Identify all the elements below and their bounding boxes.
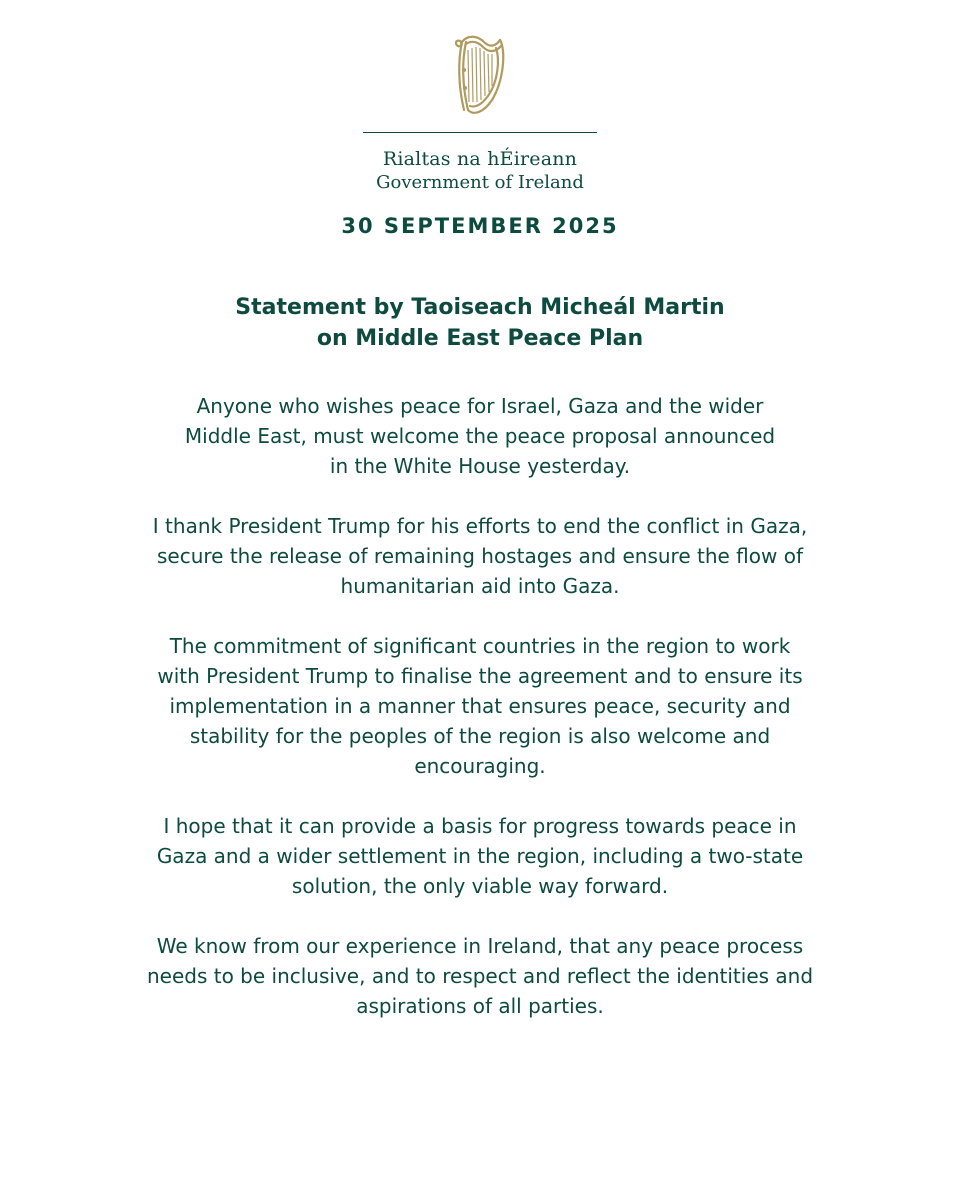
paragraph-line: Middle East, must welcome the peace proposal announced [184, 424, 776, 448]
paragraph-line: stability for the peoples of the region is also welcome and [189, 724, 771, 748]
paragraph-line: secure the release of remaining hostages and ensure the flow of [156, 544, 803, 568]
paragraph-line: needs to be inclusive, and to respect and reflect the identities and [146, 964, 814, 988]
government-header [0, 30, 960, 195]
paragraph-line: I hope that it can provide a basis for progress towards peace in [163, 814, 797, 838]
harp-emblem-icon [448, 30, 512, 120]
paragraph-line: implementation in a manner that ensures peace, security and [169, 694, 791, 718]
statement-date: 30 SEPTEMBER 2025 [341, 214, 619, 238]
paragraph [80, 811, 880, 901]
paragraph-line: The commitment of significant countries in the region to work [169, 634, 791, 658]
paragraph-line: I thank President Trump for his efforts to end the conflict in Gaza, [152, 514, 808, 538]
header-divider [363, 132, 597, 133]
paragraph [80, 631, 880, 781]
statement-body [80, 391, 880, 1051]
paragraph-line: Anyone who wishes peace for Israel, Gaza and the wider [196, 394, 764, 418]
statement-title [0, 292, 960, 354]
paragraph-line: with President Trump to finalise the agreement and to ensure its [157, 664, 803, 688]
government-name-irish: Rialtas na hÉireann [382, 148, 578, 170]
paragraph [80, 511, 880, 601]
paragraph-line: aspirations of all parties. [356, 994, 604, 1018]
paragraph [80, 931, 880, 1021]
title-line: on Middle East Peace Plan [316, 326, 644, 351]
title-line: Statement by Taoiseach Micheál Martin [235, 295, 725, 320]
paragraph-line: encouraging. [414, 754, 546, 778]
paragraph-line: humanitarian aid into Gaza. [340, 574, 620, 598]
paragraph-line: solution, the only viable way forward. [291, 874, 669, 898]
paragraph-line: We know from our experience in Ireland, that any peace process [156, 934, 804, 958]
government-name-english: Government of Ireland [376, 172, 584, 193]
paragraph-line: Gaza and a wider settlement in the region, including a two-state [156, 844, 804, 868]
paragraph-line: in the White House yesterday. [329, 454, 631, 478]
paragraph [80, 391, 880, 481]
